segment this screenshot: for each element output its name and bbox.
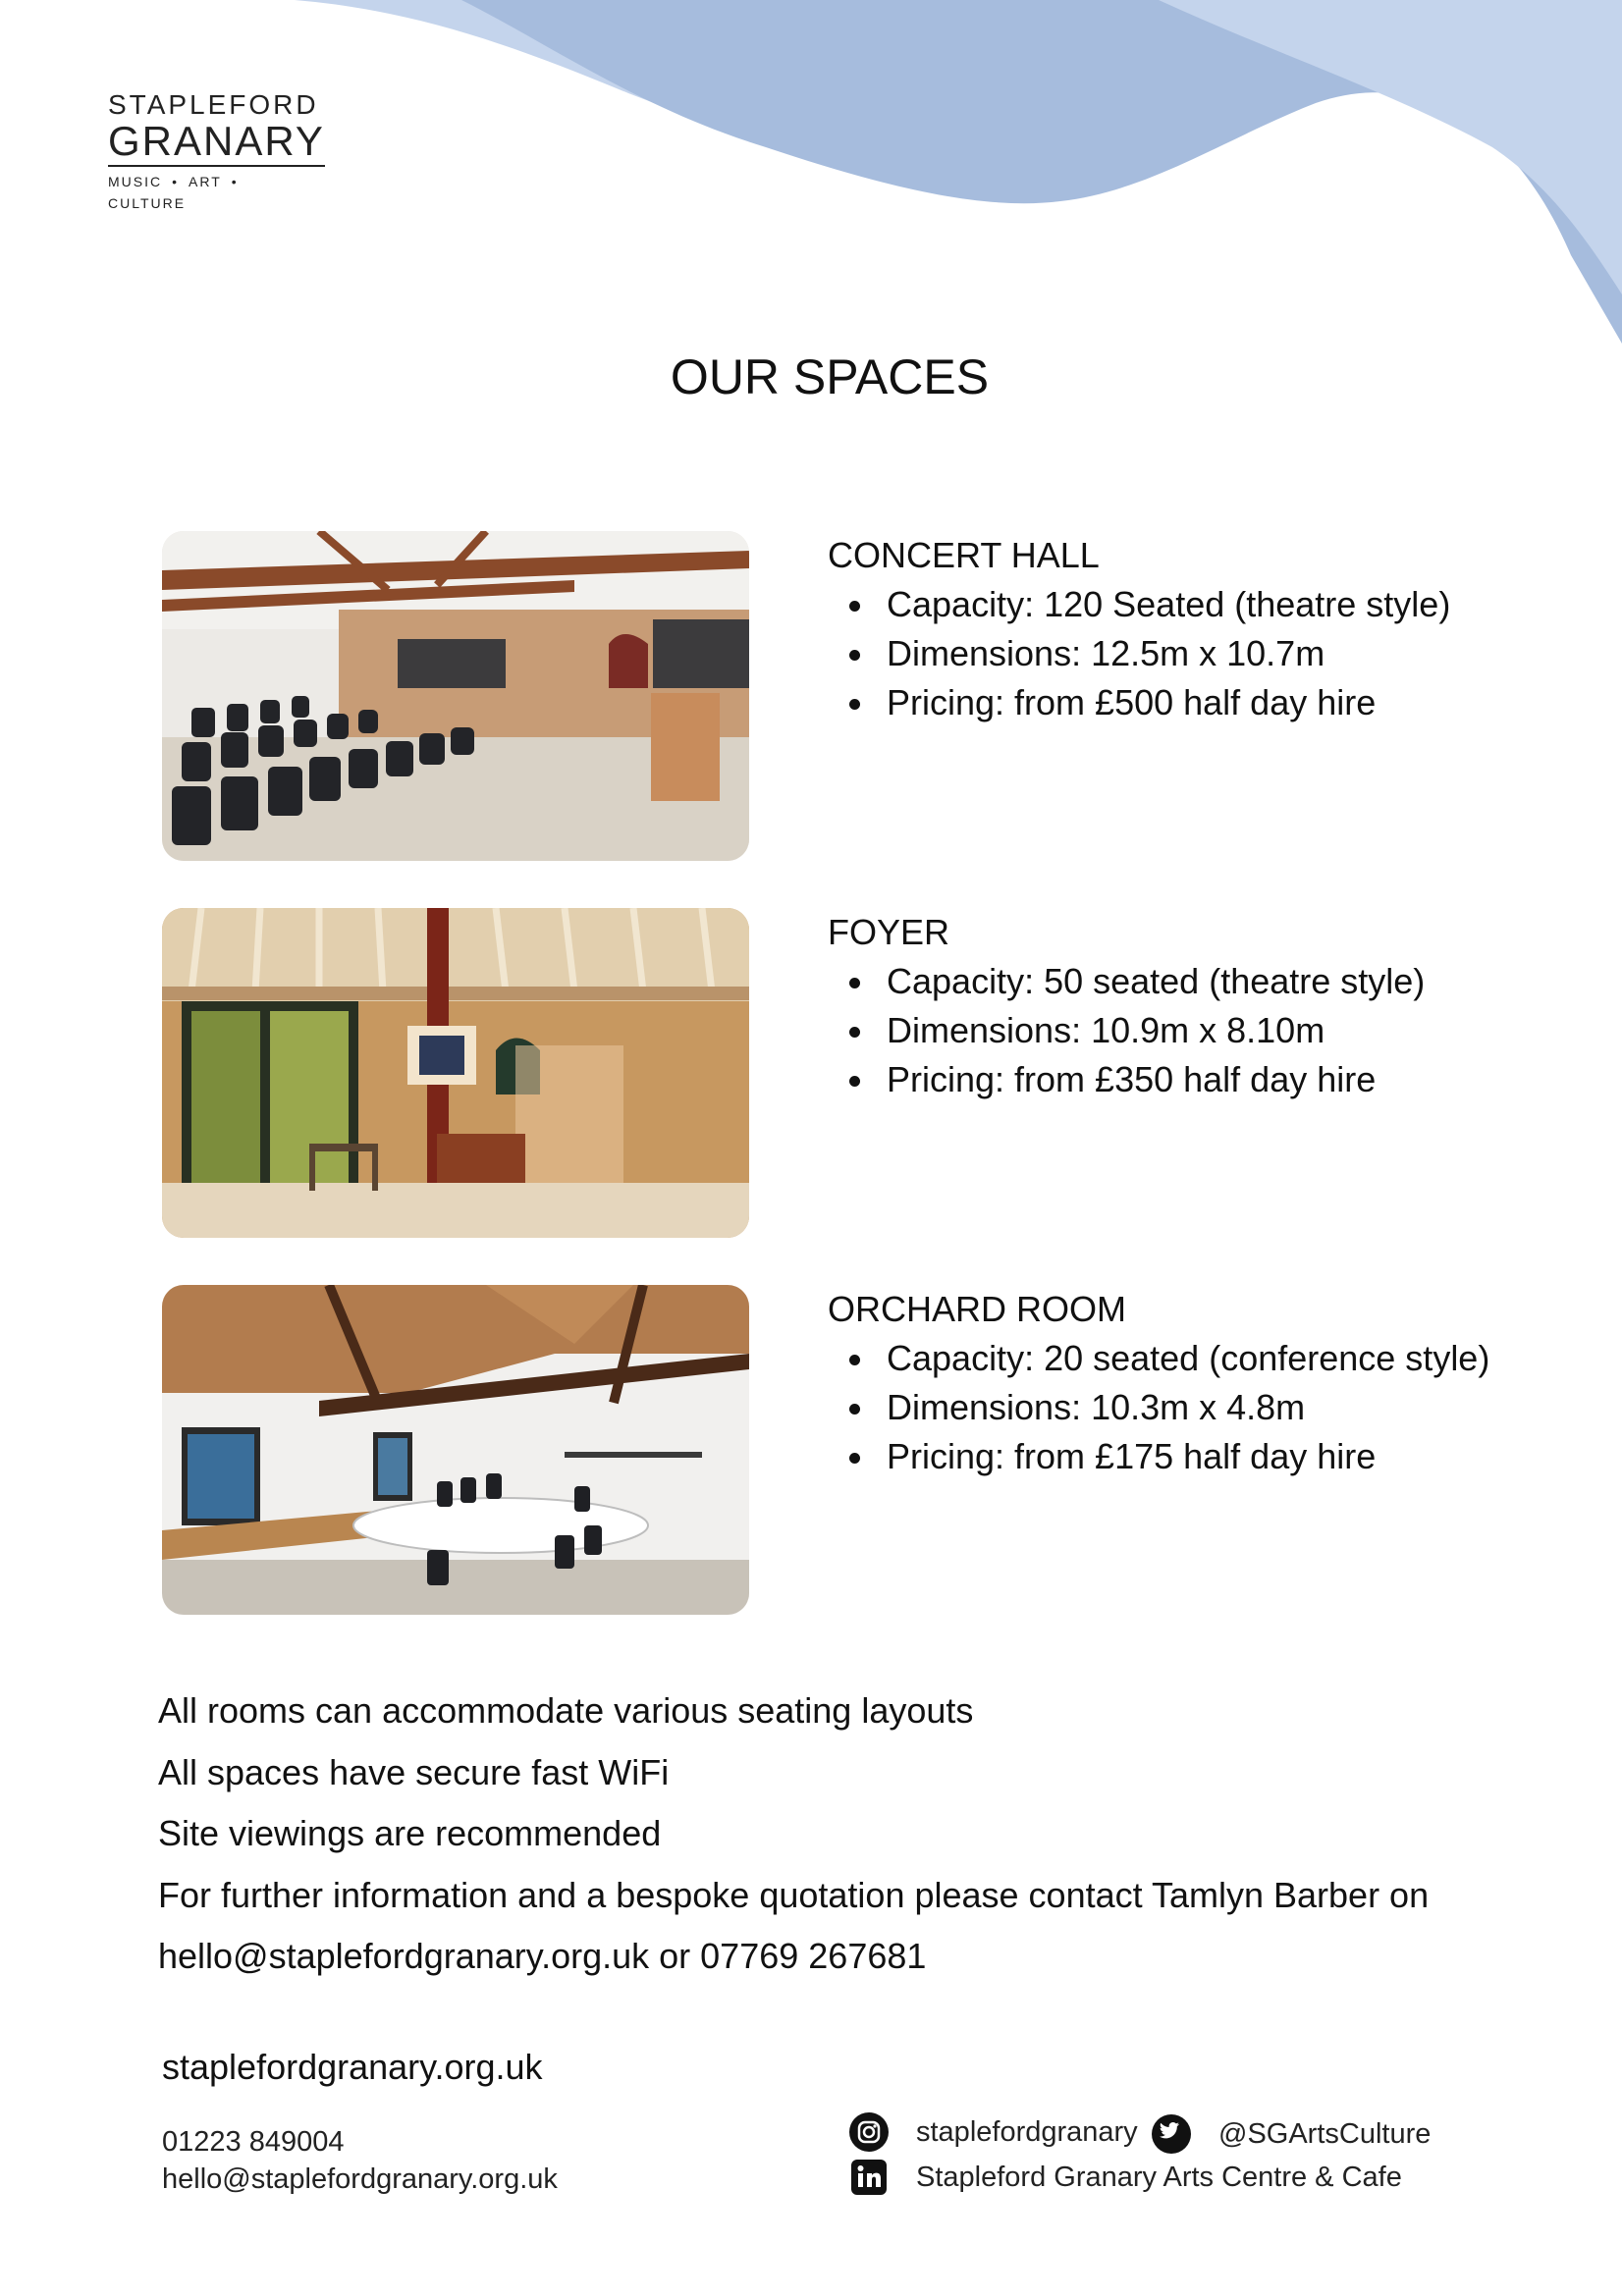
concert-hall-photo [162, 531, 749, 861]
social-links [849, 2112, 1537, 2211]
page-title: OUR SPACES [670, 349, 990, 404]
instagram-icon [849, 2112, 889, 2152]
capacity-item: Capacity: 50 seated (theatre style) [828, 957, 1535, 1006]
foyer-photo [162, 908, 749, 1238]
logo-tagline [108, 171, 324, 214]
instagram-link[interactable] [849, 2112, 1138, 2152]
space-name: FOYER [828, 912, 950, 952]
logo-tag-culture: CULTURE [108, 195, 187, 211]
note-wifi: All spaces have secure fast WiFi [158, 1751, 670, 1792]
logo-tag-separator: • [231, 174, 239, 189]
space-details [828, 1334, 1535, 1481]
logo-tag-separator: • [172, 174, 180, 189]
logo-tag-art: ART [189, 174, 222, 189]
website-link[interactable]: staplefordgranary.org.uk [162, 2047, 543, 2087]
phone-number: 01223 849004 [162, 2126, 345, 2158]
logo-top-text: STAPLEFORD [108, 89, 319, 120]
twitter-link[interactable] [1152, 2114, 1431, 2154]
twitter-handle: @SGArtsCulture [1218, 2117, 1432, 2150]
note-site-viewings: Site viewings are recommended [158, 1813, 662, 1853]
space-concert-hall [162, 531, 1537, 865]
linkedin-icon [849, 2158, 889, 2197]
dimensions-item: Dimensions: 12.5m x 10.7m [828, 629, 1535, 678]
space-orchard-room [162, 1285, 1537, 1619]
logo [108, 90, 324, 214]
contact-block [162, 2123, 558, 2198]
space-name: ORCHARD ROOM [828, 1289, 1126, 1329]
space-foyer [162, 908, 1537, 1242]
logo-main-text: GRANARY [108, 120, 325, 167]
space-details [828, 580, 1535, 727]
foyer-info [828, 908, 1535, 1104]
orchard-room-photo [162, 1285, 749, 1615]
pricing-item: Pricing: from £350 half day hire [828, 1055, 1535, 1104]
orchard-room-info [828, 1285, 1535, 1481]
dimensions-item: Dimensions: 10.9m x 8.10m [828, 1006, 1535, 1055]
pricing-item: Pricing: from £500 half day hire [828, 678, 1535, 727]
dimensions-item: Dimensions: 10.3m x 4.8m [828, 1383, 1535, 1432]
pricing-item: Pricing: from £175 half day hire [828, 1432, 1535, 1481]
note-contact-details: hello@staplefordgranary.org.uk or 07769 267681 [158, 1936, 927, 1976]
email-address[interactable]: hello@staplefordgranary.org.uk [162, 2163, 558, 2195]
space-name: CONCERT HALL [828, 535, 1100, 575]
general-notes [158, 1681, 1552, 1988]
linkedin-handle: Stapleford Granary Arts Centre & Cafe [916, 2161, 1402, 2193]
note-contact-intro: For further information and a bespoke quotation please contact Tamlyn Barber on [158, 1874, 1430, 1915]
logo-tag-music: MUSIC [108, 174, 163, 189]
linkedin-link[interactable] [849, 2158, 1402, 2197]
capacity-item: Capacity: 120 Seated (theatre style) [828, 580, 1535, 629]
twitter-icon [1152, 2114, 1191, 2154]
instagram-handle: staplefordgranary [916, 2115, 1138, 2148]
space-details [828, 957, 1535, 1104]
note-seating-layouts: All rooms can accommodate various seating layouts [158, 1690, 974, 1731]
capacity-item: Capacity: 20 seated (conference style) [828, 1334, 1535, 1383]
concert-hall-info [828, 531, 1535, 727]
